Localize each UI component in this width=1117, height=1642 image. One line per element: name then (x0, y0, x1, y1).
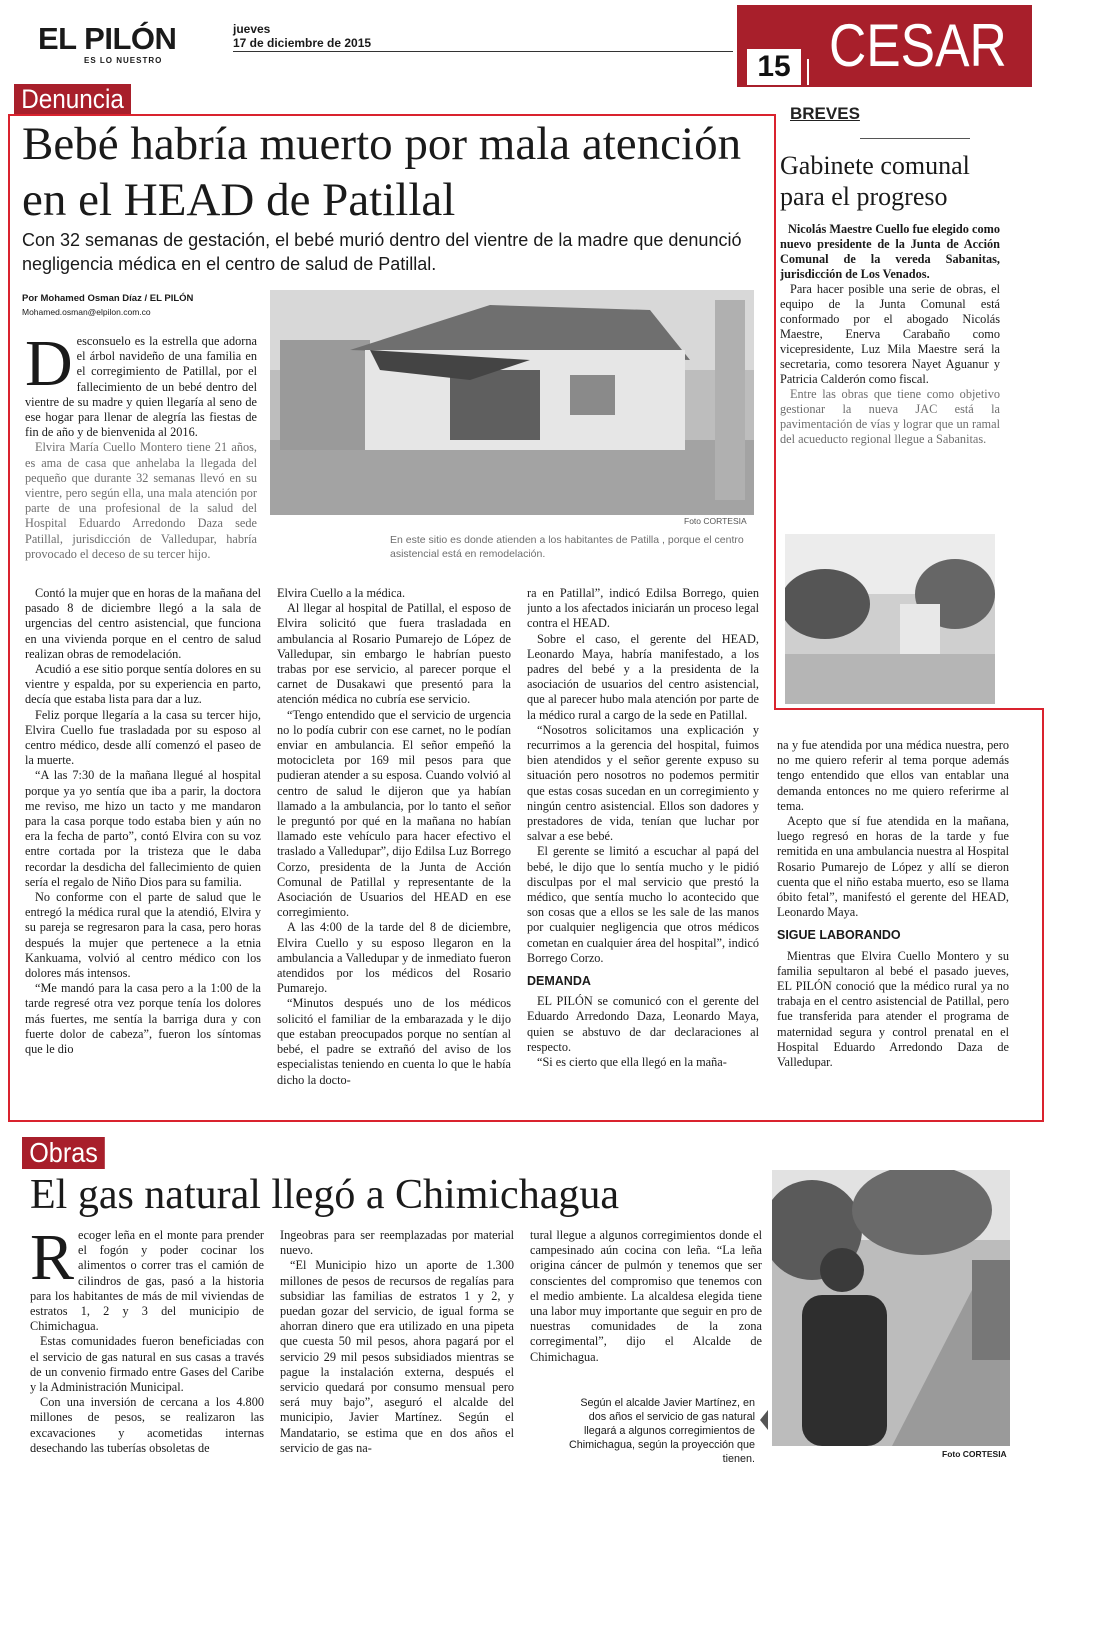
paragraph: Mientras que Elvira Cuello Montero y su familia sepultaron al bebé el pasado jueves, EL PILÓN conoció que la médico rural ya no trabaja en el centro asistencial de Patillal, pero fue transferida para atender el programa de maternidad segura y control prenatal en el Hospital Eduardo Arredondo Daza de Valledupar. (777, 948, 1009, 1070)
paragraph: “Tengo entendido que el servicio de urgencia no lo podía cubrir con ese carnet, no le podían enviar en ambulancia. El señor empeñó la motocicleta por 169 mil pesos para que pudieran atender a su esposa. Cuando volvió al centro de salud le dijeron que ya habían llamado a la ambulancia, por lo tanto el señor le preguntó por qué en la mañana no habían llamado este vehículo para hacer efectivo el traslado a Valledupar”, dijo Edilsa Luz Borrego Corzo, presidenta de la Junta de Acción Comunal de Patillal y representante de la Asociación de Usuarios del HEAD en ese corregimiento. (277, 707, 511, 920)
breves-p2: Para hacer posible una serie de obras, el equipo de la Junta Comunal está conformado por el abogado Nicolás Maestre, Enerva Carabaño como vicepresidente, Luz Mila Maestre será la secretaria, como tesorera Nayet Aguanur y Patricia Calderón como fiscal. (780, 282, 1000, 386)
page-number: 15 (757, 50, 791, 83)
man-street-photo-icon (772, 1170, 1010, 1446)
paragraph: “Minutos después uno de los médicos solicitó el familiar de la embarazada y le dijo que estaban preocupados porque no sentían al bebé, el padre se extrañó del aviso de los especialistas teniendo en cuenta lo que le había dicho la docto- (277, 996, 511, 1087)
article1-byline: Por Mohamed Osman Díaz / EL PILÓN (22, 293, 194, 304)
article2-col2 (280, 1228, 514, 1468)
paragraph: Acudió a ese sitio porque sentía dolores en su vientre y espalda, por su experiencia en parto, decía que estaba lista para dar a luz. (25, 662, 261, 707)
article2-col3 (530, 1228, 762, 1378)
breves-p1: Nicolás Maestre Cuello fue elegido como nuevo presidente de la Junta de Acción Comunal de la vereda Sabanitas, jurisdicción de Los Venados. (780, 222, 1000, 281)
article2-headline: El gas natural llegó a Chimichagua (30, 1172, 619, 1218)
subheading-demanda: DEMANDA (527, 974, 591, 989)
paragraph: Ingeobras para ser reemplazadas por material nuevo. (280, 1228, 514, 1258)
paragraph: A las 4:00 de la tarde del 8 de diciembre, Elvira Cuello y su esposo llegaron en la ambulancia a Valledupar y de inmediato fueron atendidos por los médicos del Rosario Pumarejo. (277, 920, 511, 996)
paragraph: No conforme con el parte de salud que le entregó la médica rural que la atendió, Elvira y su pareja se regresaron para la casa, pero horas después la mujer que pertenece a la etnia Kankuama, volvió al centro médico con los dolores más intensos. (25, 890, 261, 981)
article1-photo-caption: En este sitio es donde atienden a los habitantes de Patilla , porque el centro asistencial está en remodelación. (390, 534, 744, 560)
article1-highlight-step (774, 708, 1044, 710)
park-photo-icon (785, 534, 995, 704)
masthead-rule (233, 51, 733, 52)
paragraph: El gerente se limitó a escuchar al papá del bebé, le dijo que lo sentía mucho y le pidió disculpas por el mal servicio que prestó la médico, que sentía mucho lo acontecido que son cosas que a ellos se les sale de las manos por cualquier negligencia que otros médicos cometan en cualquier área del hospital”, indicó Borrego Corzo. (527, 844, 759, 965)
paragraph: Acepto que sí fue atendida en la mañana, luego regresó en horas de la tarde y fue remitida en una ambulancia nuestra al Hospital Rosario Pumarejo de López y allí se dieron cuenta que el niño estaba muerto, eso se llama óbito fetal”, manifestó el gerente del HEAD, Leonardo Maya. (777, 814, 1009, 920)
breves-box (780, 104, 1000, 524)
caption-pointer-icon (760, 1410, 768, 1430)
article2-photo-caption: Según el alcalde Javier Martínez, en dos años el servicio de gas natural llegará a algunos corregimientos de Chimichagua, según la proyección que tienen. (568, 1397, 755, 1465)
section-name: CESAR (829, 12, 1007, 79)
article1-subheadline: Con 32 semanas de gestación, el bebé murió dentro del vientre de la madre que denunció negligencia médica en el centro de salud de Patillal. (22, 230, 742, 274)
article1-dropcap: D (25, 334, 73, 400)
paragraph: “A las 7:30 de la mañana llegué al hospital porque ya yo sentía que iba a parir, la doctora me reviso, me hizo un tacto y me mandaron para la casa porque todo estaba bien y aún no era la fecha de parto”, contó Elvira con su voz entre cortada por la tristeza que le daba recordar la desdicha del fallecimiento de quien sería el regalo de Niño Dios para su familia. (25, 768, 261, 889)
paragraph: “El Municipio hizo un aporte de 1.300 millones de pesos de recursos de regalías para subsidiar las familias de estratos 1 y 2, y puedan gozar del servicio, de igual forma se ahorran dinero que era utilizado en una pipeta que cuesta 50 mil pesos, ahora pagará por el servicio 29 mil pesos subsidiados mientras se pague la instalación externa, después el servicio quedará por consumo mensual pero será muy bajo”, aseguró el alcalde del municipio, Javier Martínez. Según el Mandatario, se estima que en dos años el servicio de gas na- (280, 1258, 514, 1455)
paragraph: Al llegar al hospital de Patillal, el esposo de Elvira solicitó que fuera trasladada en ambulancia al Rosario Pumarejo de López de Valledupar, sin embargo le habrían puesto trabas por ese servicio, al parecer porque el carnet de Dusakawi que presentó para la atención médica no cubría ese servicio. (277, 601, 511, 707)
article1-headline: Bebé habría muerto por mala atención en el HEAD de Patillal (22, 118, 742, 226)
breves-label: BREVES (790, 104, 860, 123)
article1-kicker: Denuncia (14, 84, 131, 114)
paragraph: ra en Patillal”, indicó Edilsa Borrego, quien junto a los afectados iniciarán un proceso legal contra el HEAD. (527, 586, 759, 631)
article2-lead: ecoger leña en el monte para prender el fogón y poder cocinar los alimentos o correr tras el camión de cilindros de gas, pasó a la historia para los habitantes de más de mil viviendas de estratos 1, 2 y 3 del municipio de Chimichagua. (30, 1228, 264, 1334)
article1-photo-credit: Foto CORTESIA (684, 516, 747, 526)
paragraph: na y fue atendida por una médica nuestra, pero no me quiero referir al tema porque además tengo entendido que ellos van entablar una demanda entonces no me quiero referirme al tema. (777, 738, 1009, 813)
paragraph: Sobre el caso, el gerente del HEAD, Leonardo Maya, habría manifestado, a los padres del bebé y a la presidenta de la asociación de usuarios del centro asistencial, que al parecer hubo mala atención por parte de la médico rural a cargo de la sede en Patillal. (527, 631, 759, 722)
page-number-box (747, 49, 801, 85)
paragraph: “Si es cierto que ella llegó en la maña- (537, 1055, 727, 1070)
section-divider (807, 59, 809, 85)
article1-highlight-top (8, 114, 776, 709)
breves-headline: Gabinete comunal para el progreso (780, 151, 970, 211)
breves-rule (860, 138, 970, 139)
paragraph: Elvira Cuello a la médica. (277, 586, 406, 600)
article1-highlight-bottom (8, 708, 1044, 1122)
date-full: 17 de diciembre de 2015 (233, 36, 372, 50)
article2-dropcap: R (30, 1228, 75, 1294)
paragraph: tural llegue a algunos corregimientos donde el campesinado aún cocina con leña. “La leña origina cáncer de pulmón y tenemos que ser conscientes del compromiso que tenemos con el medio ambiente. La alcaldesa elegida tiene una labor muy importante que seguir en pro de nuestras comunidades de la zona corregimental”, dijo el Alcalde de Chimichagua. (530, 1228, 762, 1364)
article1-email: Mohamed.osman@elpilon.com.co (22, 307, 151, 317)
paragraph: Con una inversión de cercana a los 4.800 millones de pesos, se realizaron las excavaciones y acometidas internas desechando las tuberías obsoletas de (30, 1395, 264, 1455)
paragraph: EL PILÓN se comunicó con el gerente del Eduardo Arredondo Daza, Leonardo Maya, quien se abstuvo de dar declaraciones al respecto. (527, 994, 759, 1054)
article2-kicker: Obras (22, 1137, 105, 1169)
logo-slogan: ES LO NUESTRO (84, 56, 163, 65)
masthead-logo (38, 22, 224, 66)
article2-photo (772, 1170, 1010, 1446)
breves-photo (785, 534, 995, 704)
article1-lead: esconsuelo es la estrella que adorna el árbol navideño de una familia en el corregimiento de Patillal, por el fallecimiento de un bebé dentro del vientre de su madre y quien llegaría al seno de ese hogar para llenar de alegría las fiestas de fin de año y de bienvenida al 2016. (25, 334, 257, 440)
article2-photo-credit: Foto CORTESIA (942, 1449, 1007, 1459)
date-weekday: jueves (233, 22, 271, 36)
section-banner (737, 5, 1032, 87)
paragraph: “Nosotros solicitamos una explicación y recurrimos a la gerencia del hospital, fuimos bien atendidos y el señor gerente expuso su situación pero nosotros no podemos permitir que estas cosas sucedan en un corregimiento y ningún centro asistencial. Ellos son dadores y prestadores de vida, tenían que luchar por salvar a ese bebé. (527, 722, 759, 844)
breves-p3: Entre las obras que tiene como objetivo gestionar la nueva JAC está la pavimentación de vías y lograr que un ramal del acueducto regional llegue a Sabanitas. (780, 387, 1000, 446)
paragraph: Feliz porque llegaría a la casa su tercer hijo, Elvira Cuello fue trasladada por su esposo al centro médico, desde allí comenzó el paseo de la muerte. (25, 707, 261, 768)
paragraph: “Me mandó para la casa pero a la 1:00 de la tarde regresé otra vez porque tenía los dolores más fuertes, me sentía la barriga dura y con fuerte dolor de cabeza”, fueron los síntomas que le dio (25, 981, 261, 1057)
subheading-sigue-laborando: SIGUE LABORANDO (777, 928, 901, 943)
masthead-date (233, 22, 633, 50)
logo-text: EL PILÓN (38, 21, 177, 56)
article1-p2: Elvira María Cuello Montero tiene 21 años, es ama de casa que anhelaba la llegada del pequeño que durante 32 semanas llevó en su vientre, pero según ella, una mala atención por parte de una profesional de la salud del Hospital Eduardo Arredondo Daza sede Patillal, jurisdicción de Valledupar, habría provocado el deceso de su tercer hijo. (25, 440, 257, 561)
paragraph: Contó la mujer que en horas de la mañana del pasado 8 de diciembre llegó a la sala de urgencias del centro asistencial, que funciona en una vivienda porque en el centro de salud realizan obras de remodelación. (25, 586, 261, 661)
article2-col1 (30, 1228, 264, 1468)
paragraph: Estas comunidades fueron beneficiadas con el servicio de gas natural en sus casas a través de un convenio firmado entre Gases del Caribe y la Administración Municipal. (30, 1334, 264, 1395)
